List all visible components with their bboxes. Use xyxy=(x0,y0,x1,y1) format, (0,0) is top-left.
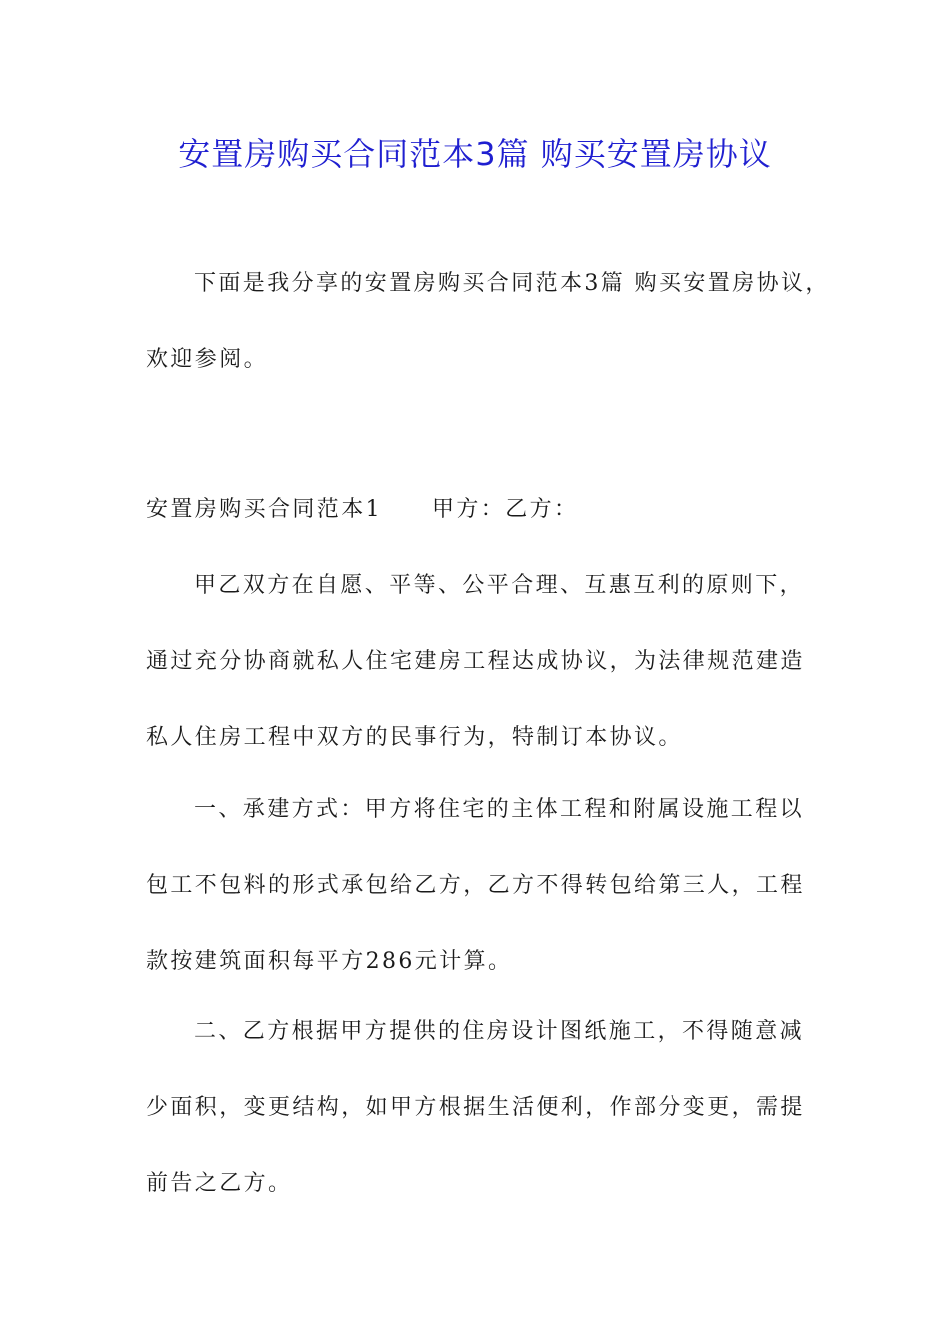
intro-paragraph xyxy=(146,246,830,398)
section-1-heading: 安置房购买合同范本1 xyxy=(146,497,382,522)
paragraph-3-line-2: 少面积，变更结构，如甲方根据生活便利，作部分变更，需提 xyxy=(146,1095,805,1120)
section-1-parties: 甲方：乙方： xyxy=(432,497,579,522)
paragraph-2-line-3: 款按建筑面积每平方286元计算。 xyxy=(146,949,513,974)
paragraph-2-line-2: 包工不包料的形式承包给乙方，乙方不得转包给第三人，工程 xyxy=(146,873,805,898)
intro-line-1: 下面是我分享的安置房购买合同范本3篇 购买安置房协议， xyxy=(194,271,830,296)
paragraph-1 xyxy=(146,548,806,776)
paragraph-1-line-3: 私人住房工程中双方的民事行为，特制订本协议。 xyxy=(146,725,683,750)
section-1-header xyxy=(146,472,806,548)
paragraph-3-line-3: 前告之乙方。 xyxy=(146,1171,293,1196)
document-title: 安置房购买合同范本3篇 购买安置房协议 xyxy=(178,135,772,173)
paragraph-3-line-1: 二、乙方根据甲方提供的住房设计图纸施工，不得随意减 xyxy=(194,1019,805,1044)
paragraph-1-line-1: 甲乙双方在自愿、平等、公平合理、互惠互利的原则下， xyxy=(194,573,805,598)
paragraph-3 xyxy=(146,994,806,1222)
paragraph-2 xyxy=(146,772,806,1000)
paragraph-2-line-1: 一、承建方式：甲方将住宅的主体工程和附属设施工程以 xyxy=(194,797,805,822)
intro-line-2: 欢迎参阅。 xyxy=(146,347,269,372)
paragraph-1-line-2: 通过充分协商就私人住宅建房工程达成协议，为法律规范建造 xyxy=(146,649,805,674)
